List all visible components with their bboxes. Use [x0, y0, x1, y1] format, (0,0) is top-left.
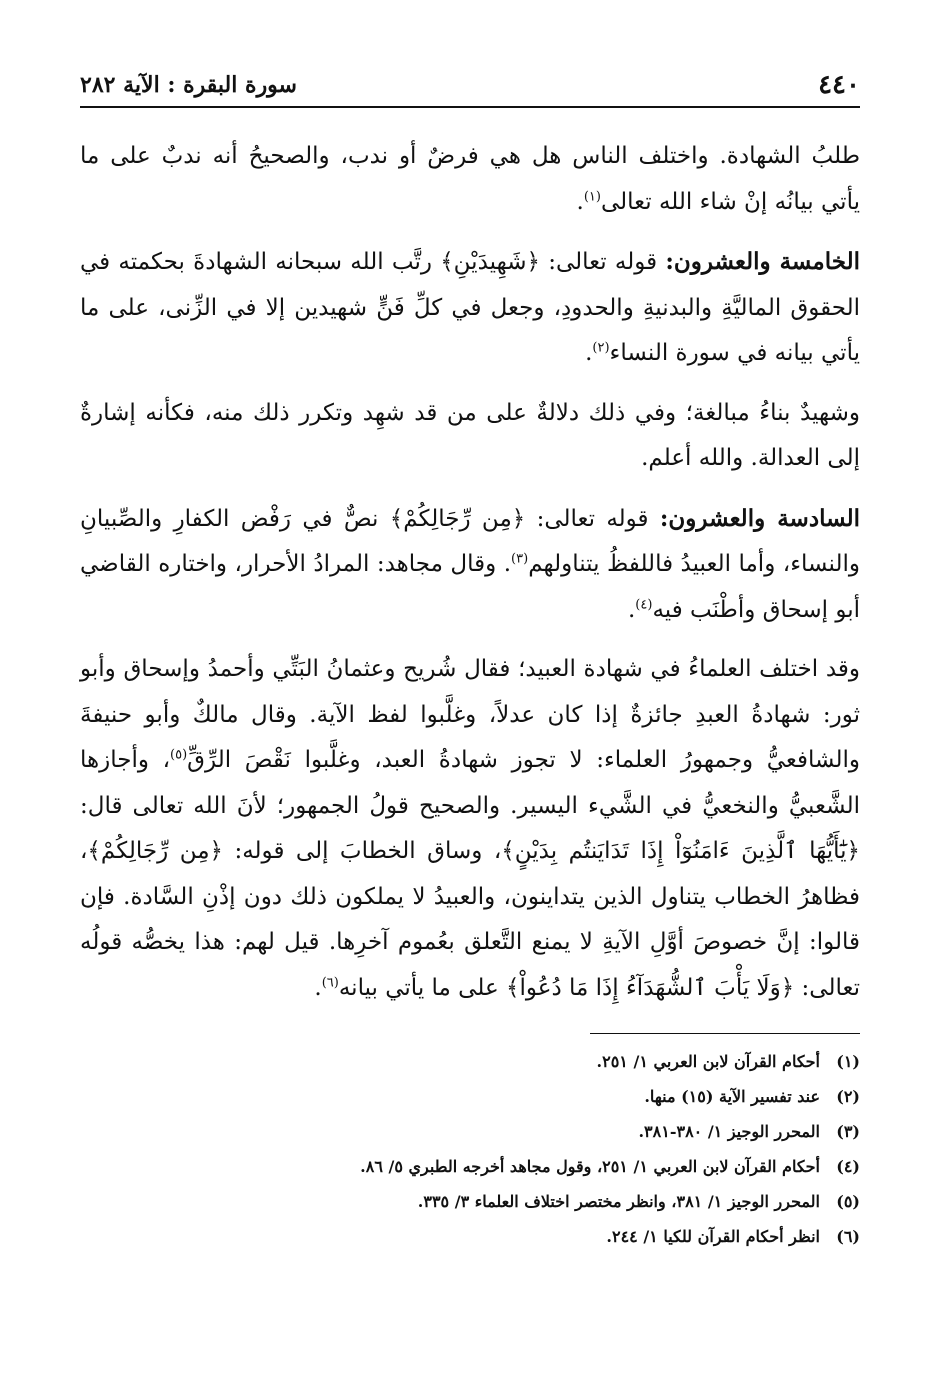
footnote-ref: (٤): [635, 596, 653, 612]
footnote-ref: (٦): [321, 974, 339, 990]
running-title: سورة البقرة : الآية ٢٨٢: [80, 72, 297, 98]
paragraph-text: طلبُ الشهادة. واختلف الناس هل هي فرضٌ أو ندب، والصحيحُ أنه ندبٌ على ما يأتي بيانُه إنْ شاء الله تعالى: [80, 143, 860, 215]
footnote: [80, 1044, 860, 1079]
paragraph-tail: .: [314, 974, 322, 1001]
footnote-text: أحكام القرآن لابن العربي ١/ ٢٥١.: [596, 1052, 820, 1071]
footnote-text: عند تفسير الآية (١٥) منها.: [644, 1087, 820, 1106]
footnote: [80, 1149, 860, 1184]
footnote-number: (٢): [836, 1087, 860, 1106]
paragraph-tail: .: [576, 188, 584, 215]
footnote-text: المحرر الوجيز ١/ ٣٨١، وانظر مختصر اختلاف العلماء ٣/ ٣٣٥.: [417, 1192, 820, 1211]
footnote-ref: (٢): [592, 340, 610, 356]
paragraph-text: وقد اختلف العلماءُ في شهادة العبيد؛ فقال شُريح وعثمانُ البَتِّي وأحمدُ وإسحاق وأبو ثور: شهادةُ العبدِ جائزةٌ إذا كان عدلاً، وغلَّبوا لفظ الآية. وقال مالكٌ وأبو حنيفةَ والشافعيُّ وجمهورُ العلماء: لا تجوز شهادةُ العبد، وغلَّبوا نَقْصَ الرِّقِّ: [80, 656, 860, 773]
footnote-number: (٥): [836, 1192, 860, 1211]
paragraph: [80, 391, 860, 482]
paragraph: [80, 647, 860, 1011]
footnotes: [80, 1044, 860, 1254]
main-text: [80, 134, 860, 1011]
paragraph: [80, 239, 860, 377]
paragraph-text: وشهيدٌ بناءُ مبالغة؛ وفي ذلك دلالةٌ على من قد شهِد وتكرر ذلك منه، فكأنه إشارةٌ إلى العدالة. والله أعلم.: [80, 399, 860, 471]
issue-heading: الخامسة والعشرون:: [665, 248, 860, 275]
book-page: [80, 70, 860, 1254]
footnote-ref: (٥): [170, 747, 188, 763]
running-head: [80, 70, 860, 108]
page-number: ٤٤٠: [818, 70, 860, 100]
footnote: [80, 1079, 860, 1114]
issue-heading: السادسة والعشرون:: [659, 504, 860, 532]
paragraph-tail: ، وأجازها الشَّعبيُّ والنخعيُّ في الشَّيء اليسير. والصحيح قولُ الجمهور؛ لأنَ الله تعالى قال: ﴿يَٰٓأَيُّهَا ٱلَّذِينَ ءَامَنُوٓاْ إِذَا تَدَايَنتُم بِدَيْنٍ﴾، وساق الخطابَ إلى قوله: ﴿مِن رِّجَالِكُمْ﴾، فظاهرُ الخطاب يتناول الذين يتداينون، والعبيدُ لا يملكون ذلك دون إذْنِ السَّادة. فإن قالوا: إنَّ خصوصَ أوَّلِ الآيةِ لا يمنع التَّعلق بعُموم آخرِها. قيل لهم: هذا يخصُّه قولُه تعالى: ﴿وَلَا يَأْبَ ٱلشُّهَدَآءُ إِذَا مَا دُعُواْ﴾ على ما يأتي بيانه: [80, 747, 860, 1001]
footnote-text: أحكام القرآن لابن العربي ١/ ٢٥١، وقول مجاهد أخرجه الطبري ٥/ ٨٦.: [360, 1157, 820, 1176]
footnote-number: (٦): [836, 1227, 860, 1246]
footnote: [80, 1114, 860, 1149]
footnote-text: انظر أحكام القرآن للكيا ١/ ٢٤٤.: [606, 1227, 820, 1246]
footnote-ref: (١): [583, 188, 601, 204]
footnote-text: المحرر الوجيز ١/ ٣٨٠-٣٨١.: [638, 1122, 820, 1141]
footnote-number: (١): [836, 1052, 860, 1071]
footnote-number: (٣): [836, 1122, 860, 1141]
paragraph-tail: . وقال مجاهد: المرادُ الأحرار، واختاره القاضي أبو إسحاق وأطْنَب فيه: [80, 551, 860, 623]
footnote: [80, 1184, 860, 1219]
paragraph-tail: .: [585, 340, 593, 366]
paragraph: [80, 134, 860, 225]
paragraph-tail: .: [627, 596, 636, 623]
footnote: [80, 1219, 860, 1254]
paragraph: [80, 496, 860, 634]
footnote-divider: [590, 1033, 860, 1034]
paragraph-text: قوله تعالى: ﴿شَهِيدَيْنِ﴾ رتَّب الله سبحانه الشهادةَ بحكمته في الحقوق الماليَّةِ والبدنيةِ والحدودِ، وجعل في كلِّ فَنٍّ شهيدين إلا في الزِّنى، على ما يأتي بيانه في سورة النساء: [80, 249, 860, 366]
paragraph-text: قوله تعالى: ﴿مِن رِّجَالِكُمْ﴾ نصٌّ في رَفْض الكفارِ والصِّبيانِ والنساء، وأما العبيدُ فاللفظُ يتناولهم: [80, 505, 860, 577]
footnote-number: (٤): [836, 1157, 860, 1176]
footnote-ref: (٣): [511, 551, 529, 567]
